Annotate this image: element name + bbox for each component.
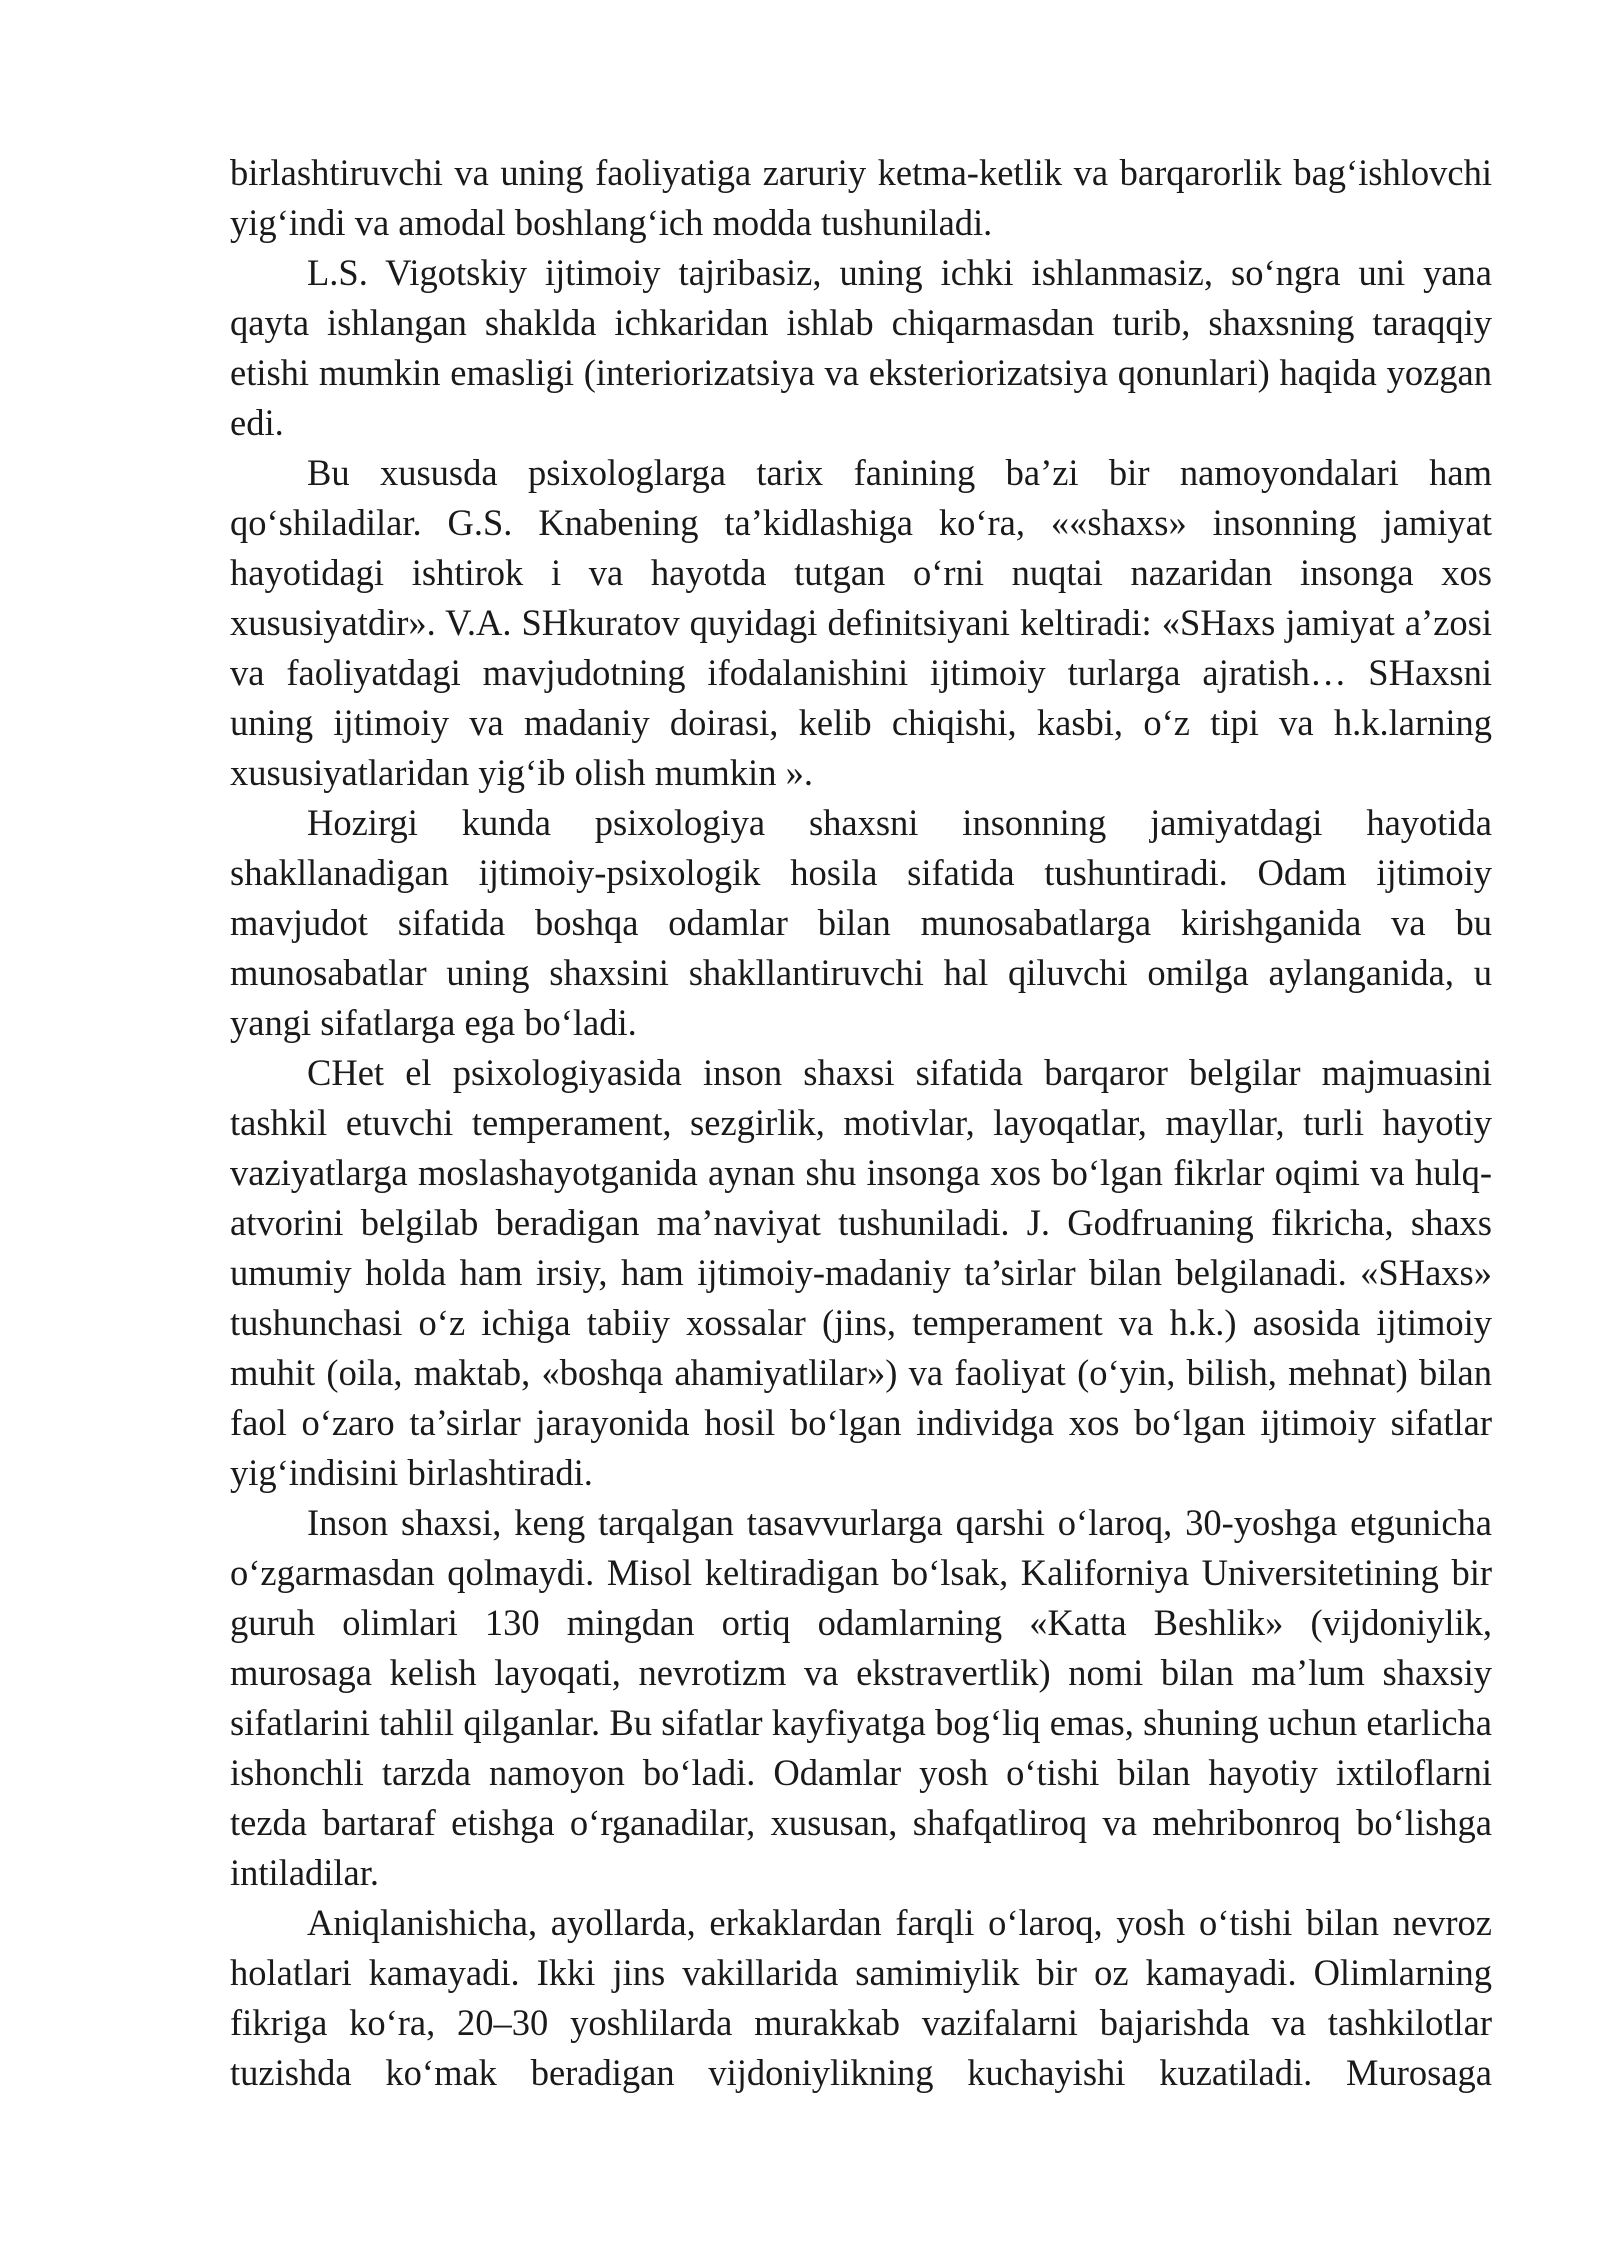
document-page xyxy=(230,148,1492,2098)
paragraph-vigotskiy: L.S. Vigotskiy ijtimoiy tajribasiz, uning ichki ishlanmasiz, so‘ngra uni yana qayta ishlangan shaklda ichkaridan ishlab chiqarmasdan turib, shaxsning taraqqiy etishi mumkin emasligi (interiorizatsiya va eksteriorizatsiya qonunlari) haqida yozgan edi. xyxy=(230,252,1492,443)
paragraph-modern-psychology: Hozirgi kunda psixologiya shaxsni insonning jamiyatdagi hayotida shakllanadigan ijtimoiy-psixologik hosila sifatida tushuntiradi. Odam ijtimoiy mavjudot sifatida boshqa odamlar bilan munosabatlarga kirishganida va bu munosabatlar uning shaxsini shakllantiruvchi hal qiluvchi omilga aylanganida, u yangi sifatlarga ega bo‘ladi. xyxy=(230,802,1492,1043)
paragraph-findings: Aniqlanishicha, ayollarda, erkaklardan farqli o‘laroq, yosh o‘tishi bilan nevroz holatlari kamayadi. Ikki jins vakillarida samimiylik bir oz kamayadi. Olimlarning fikriga ko‘ra, 20–30 yoshlilarda murakkab vazifalarni bajarishda va tashkilotlar tuzishda ko‘mak beradigan vijdoniylikning kuchayishi kuzatiladi. Murosaga xyxy=(230,1902,1492,2093)
paragraph-historians: Bu xususda psixologlarga tarix fanining ba’zi bir namoyondalari ham qo‘shiladilar. G.S. Knabening ta’kidlashiga ko‘ra, ««shaxs» insonning jamiyat hayotidagi ishtirok i va hayotda tutgan o‘rni nuqtai nazaridan insonga xos xususiyatdir». V.A. SHkuratov quyidagi definitsiyani keltiradi: «SHaxs jamiyat a’zosi va faoliyatdagi mavjudotning ifodalanishini ijtimoiy turlarga ajratish… SHaxsni uning ijtimoiy va madaniy doirasi, kelib chiqishi, kasbi, o‘z tipi va h.k.larning xususiyatlaridan yig‘ib olish mumkin ». xyxy=(230,452,1492,793)
paragraph-continuation: birlashtiruvchi va uning faoliyatiga zaruriy ketma-ketlik va barqarorlik bag‘ishlovchi yig‘indi va amodal boshlang‘ich modda tushuniladi. xyxy=(230,152,1492,243)
paragraph-big-five: Inson shaxsi, keng tarqalgan tasavvurlarga qarshi o‘laroq, 30-yoshga etgunicha o‘zgarmasdan qolmaydi. Misol keltiradigan bo‘lsak, Kaliforniya Universitetining bir guruh olimlari 130 mingdan ortiq odamlarning «Katta Beshlik» (vijdoniylik, murosaga kelish layoqati, nevrotizm va ekstravertlik) nomi bilan ma’lum shaxsiy sifatlarini tahlil qilganlar. Bu sifatlar kayfiyatga bog‘liq emas, shuning uchun etarlicha ishonchli tarzda namoyon bo‘ladi. Odamlar yosh o‘tishi bilan hayotiy ixtiloflarni tezda bartaraf etishga o‘rganadilar, xususan, shafqatliroq va mehribonroq bo‘lishga intiladilar. xyxy=(230,1502,1492,1893)
paragraph-foreign-psychology: CHet el psixologiyasida inson shaxsi sifatida barqaror belgilar majmuasini tashkil etuvchi temperament, sezgirlik, motivlar, layoqatlar, mayllar, turli hayotiy vaziyatlarga moslashayotganida aynan shu insonga xos bo‘lgan fikrlar oqimi va hulq-atvorini belgilab beradigan ma’naviyat tushuniladi. J. Godfruaning fikricha, shaxs umumiy holda ham irsiy, ham ijtimoiy-madaniy ta’sirlar bilan belgilanadi. «SHaxs» tushunchasi o‘z ichiga tabiiy xossalar (jins, temperament va h.k.) asosida ijtimoiy muhit (oila, maktab, «boshqa ahamiyatlilar») va faoliyat (o‘yin, bilish, mehnat) bilan faol o‘zaro ta’sirlar jarayonida hosil bo‘lgan individga xos bo‘lgan ijtimoiy sifatlar yig‘indisini birlashtiradi. xyxy=(230,1052,1492,1493)
